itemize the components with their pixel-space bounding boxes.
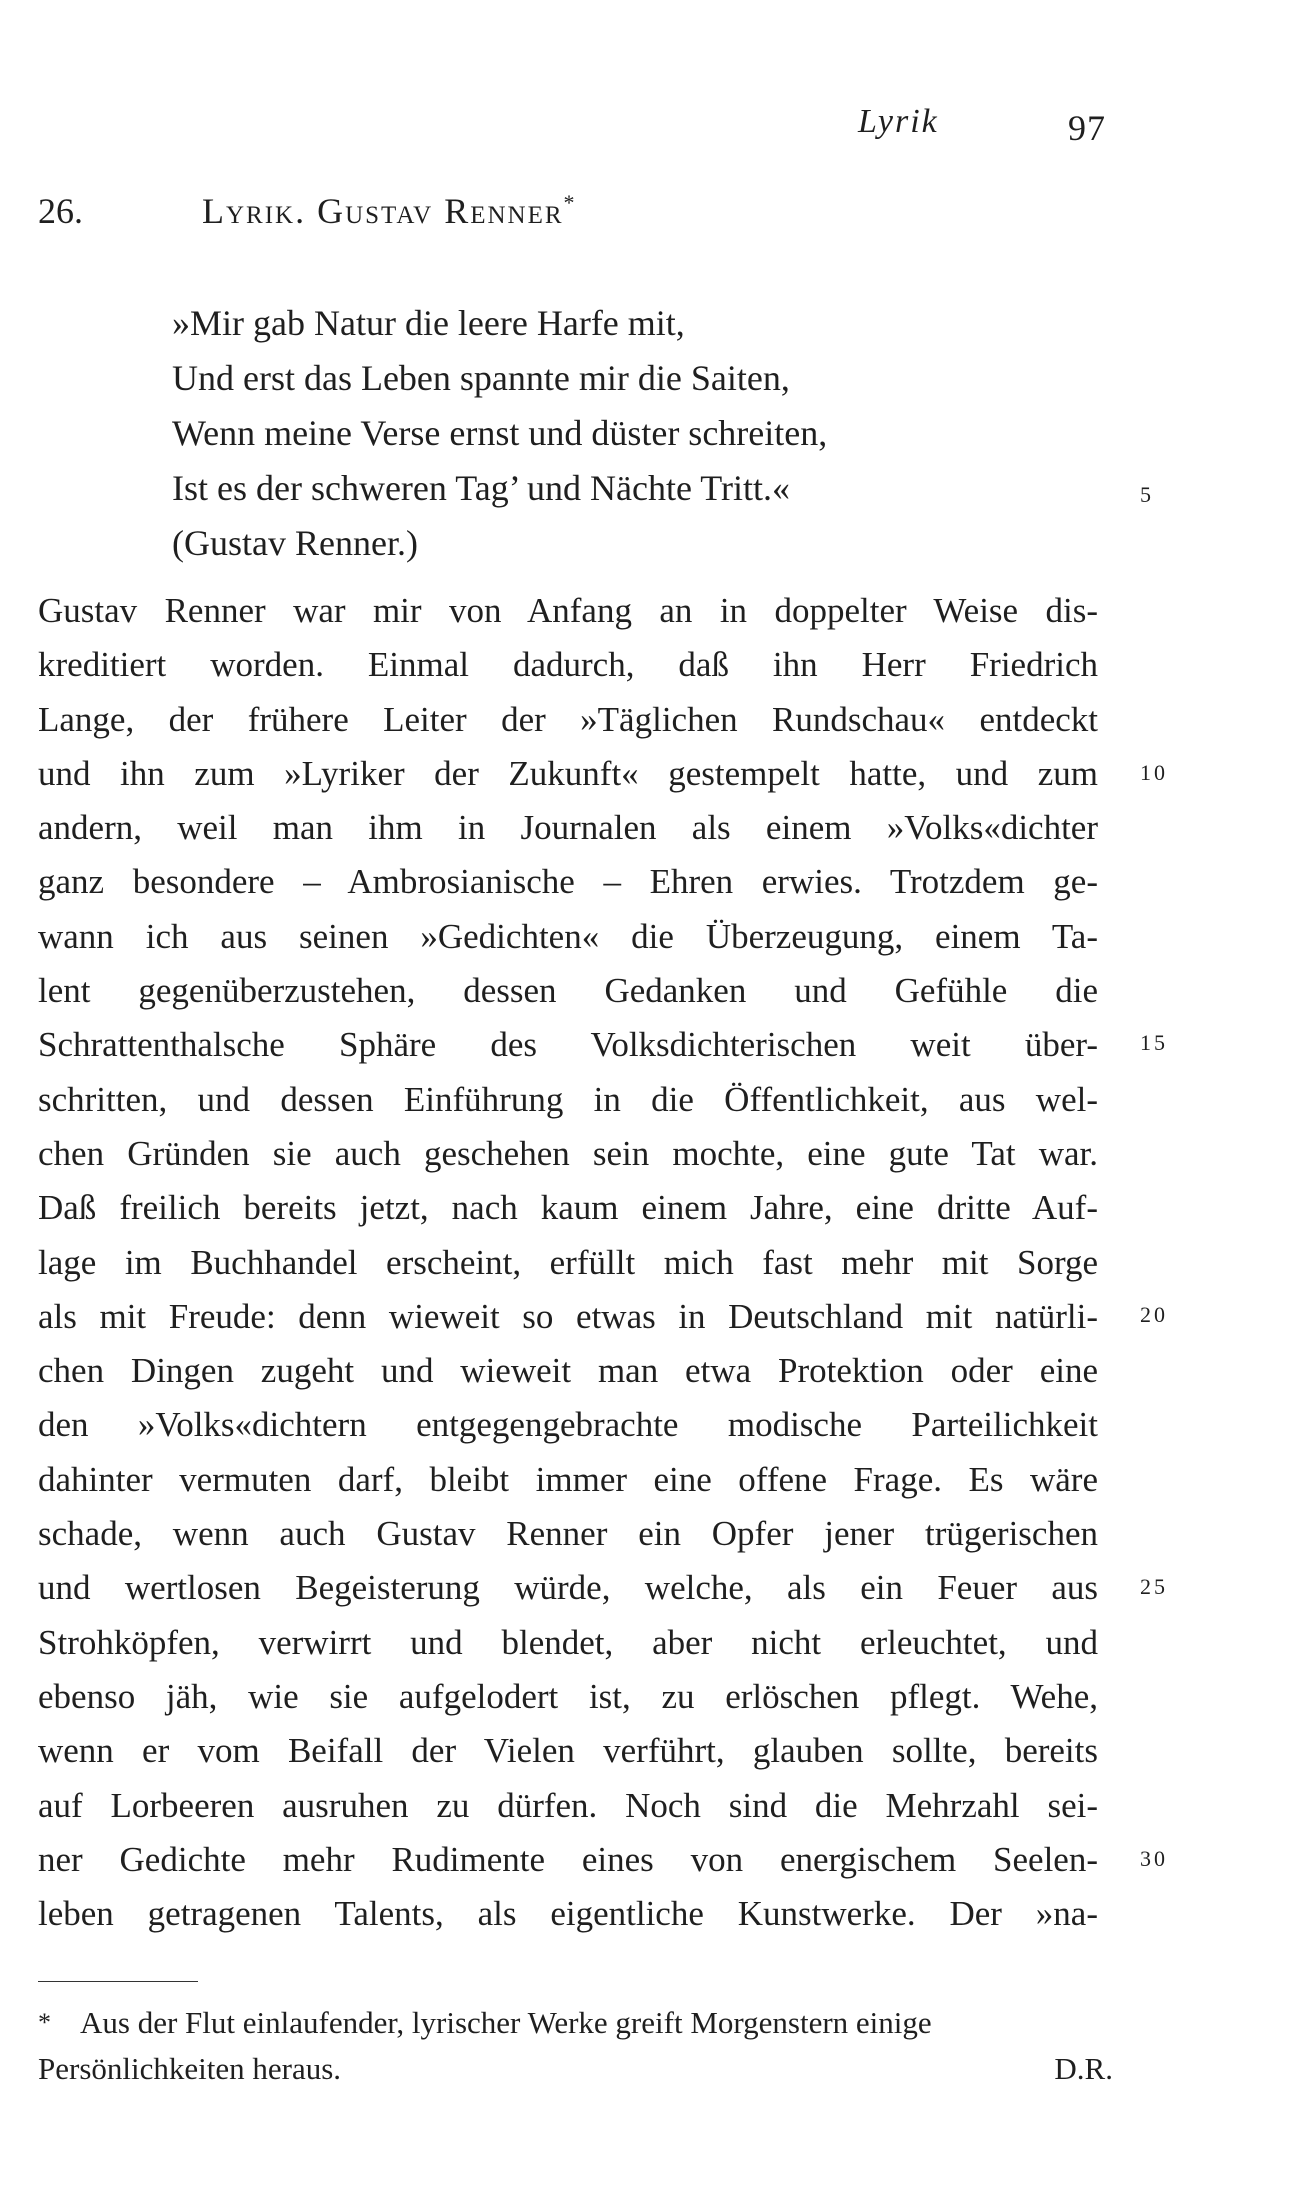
section-heading-text: Lyrik. Gustav Renner [202, 191, 564, 231]
section-heading [202, 190, 577, 232]
footnote-text: Aus der Flut einlaufender, lyrischer Werke greift Morgenstern einige [80, 2005, 932, 2040]
body-text [38, 584, 1098, 1941]
poem-line: Wenn meine Verse ernst und düster schreiten, [172, 413, 828, 453]
text-line: chen Dingen zugeht und wieweit man etwa Protektion oder eine [38, 1351, 1098, 1391]
text-line: Gustav Renner war mir von Anfang an in doppelter Weise dis- [38, 591, 1098, 630]
text-line: wann ich aus seinen »Gedichten« die Überzeugung, einem Ta- [38, 916, 1098, 956]
text-line: andern, weil man ihm in Journalen als einem »Volks«dichter [38, 808, 1098, 848]
section-number: 26. [38, 191, 83, 231]
footnote-marker: * [38, 2008, 51, 2037]
footnote-divider [38, 1981, 198, 1982]
text-line: Strohköpfen, verwirrt und blendet, aber nicht erleuchtet, und [38, 1622, 1098, 1662]
footnote-text: Persönlichkeiten heraus. [38, 2051, 342, 2086]
text-line: wenn er vom Beifall der Vielen verführt, glauben sollte, bereits [38, 1731, 1098, 1771]
line-number: 25 [1140, 1574, 1168, 1599]
footnote-reference: * [563, 190, 577, 215]
text-line: auf Lorbeeren ausruhen zu dürfen. Noch sind die Mehrzahl sei- [38, 1785, 1098, 1825]
footnote-line [38, 2000, 1113, 2046]
text-line: ner Gedichte mehr Rudimente eines von energischem Seelen- [38, 1839, 1098, 1879]
text-line: kreditiert worden. Einmal dadurch, daß ihn Herr Friedrich [38, 645, 1098, 685]
text-line: schritten, und dessen Einführung in die Öffentlichkeit, aus wel- [38, 1079, 1098, 1119]
line-number: 15 [1140, 1030, 1168, 1055]
text-line: den »Volks«dichtern entgegengebrachte modische Parteilichkeit [38, 1405, 1098, 1445]
line-number: 30 [1140, 1846, 1168, 1871]
text-line: leben getragenen Talents, als eigentliche Kunstwerke. Der »na- [38, 1894, 1098, 1934]
poem-line: Und erst das Leben spannte mir die Saiten, [172, 358, 790, 398]
footnote-signature: D.R. [1054, 2051, 1113, 2086]
page-number: 97 [1068, 108, 1106, 148]
text-line: Schrattenthalsche Sphäre des Volksdichterischen weit über- [38, 1025, 1098, 1065]
text-line: und ihn zum »Lyriker der Zukunft« gestempelt hatte, und zum [38, 753, 1098, 793]
text-line: als mit Freude: denn wieweit so etwas in Deutschland mit natürli- [38, 1296, 1098, 1336]
text-line: und wertlosen Begeisterung würde, welche, als ein Feuer aus [38, 1568, 1098, 1608]
running-title: Lyrik [858, 103, 939, 140]
text-line: Daß freilich bereits jetzt, nach kaum einem Jahre, eine dritte Auf- [38, 1188, 1098, 1228]
text-line: chen Gründen sie auch geschehen sein mochte, eine gute Tat war. [38, 1133, 1098, 1173]
line-number: 10 [1140, 760, 1168, 785]
line-number: 20 [1140, 1302, 1168, 1327]
text-line: dahinter vermuten darf, bleibt immer eine offene Frage. Es wäre [38, 1459, 1098, 1499]
text-line: schade, wenn auch Gustav Renner ein Opfer jener trügerischen [38, 1514, 1098, 1554]
poem-attribution: (Gustav Renner.) [172, 523, 418, 563]
epigraph-poem [172, 296, 1072, 571]
text-line: lent gegenüberzustehen, dessen Gedanken und Gefühle die [38, 971, 1098, 1011]
text-line: lage im Buchhandel erscheint, erfüllt mich fast mehr mit Sorge [38, 1242, 1098, 1282]
footnote [38, 2000, 1113, 2092]
text-line: Lange, der frühere Leiter der »Täglichen Rundschau« entdeckt [38, 699, 1098, 739]
text-line: ebenso jäh, wie sie aufgelodert ist, zu erlöschen pflegt. Wehe, [38, 1676, 1098, 1716]
footnote-line [38, 2046, 1113, 2092]
text-line: ganz besondere – Ambrosianische – Ehren erwies. Trotzdem ge- [38, 862, 1098, 902]
line-number: 5 [1140, 482, 1154, 507]
poem-line: »Mir gab Natur die leere Harfe mit, [172, 303, 685, 343]
poem-line: Ist es der schweren Tag’ und Nächte Tritt.« [172, 468, 791, 508]
